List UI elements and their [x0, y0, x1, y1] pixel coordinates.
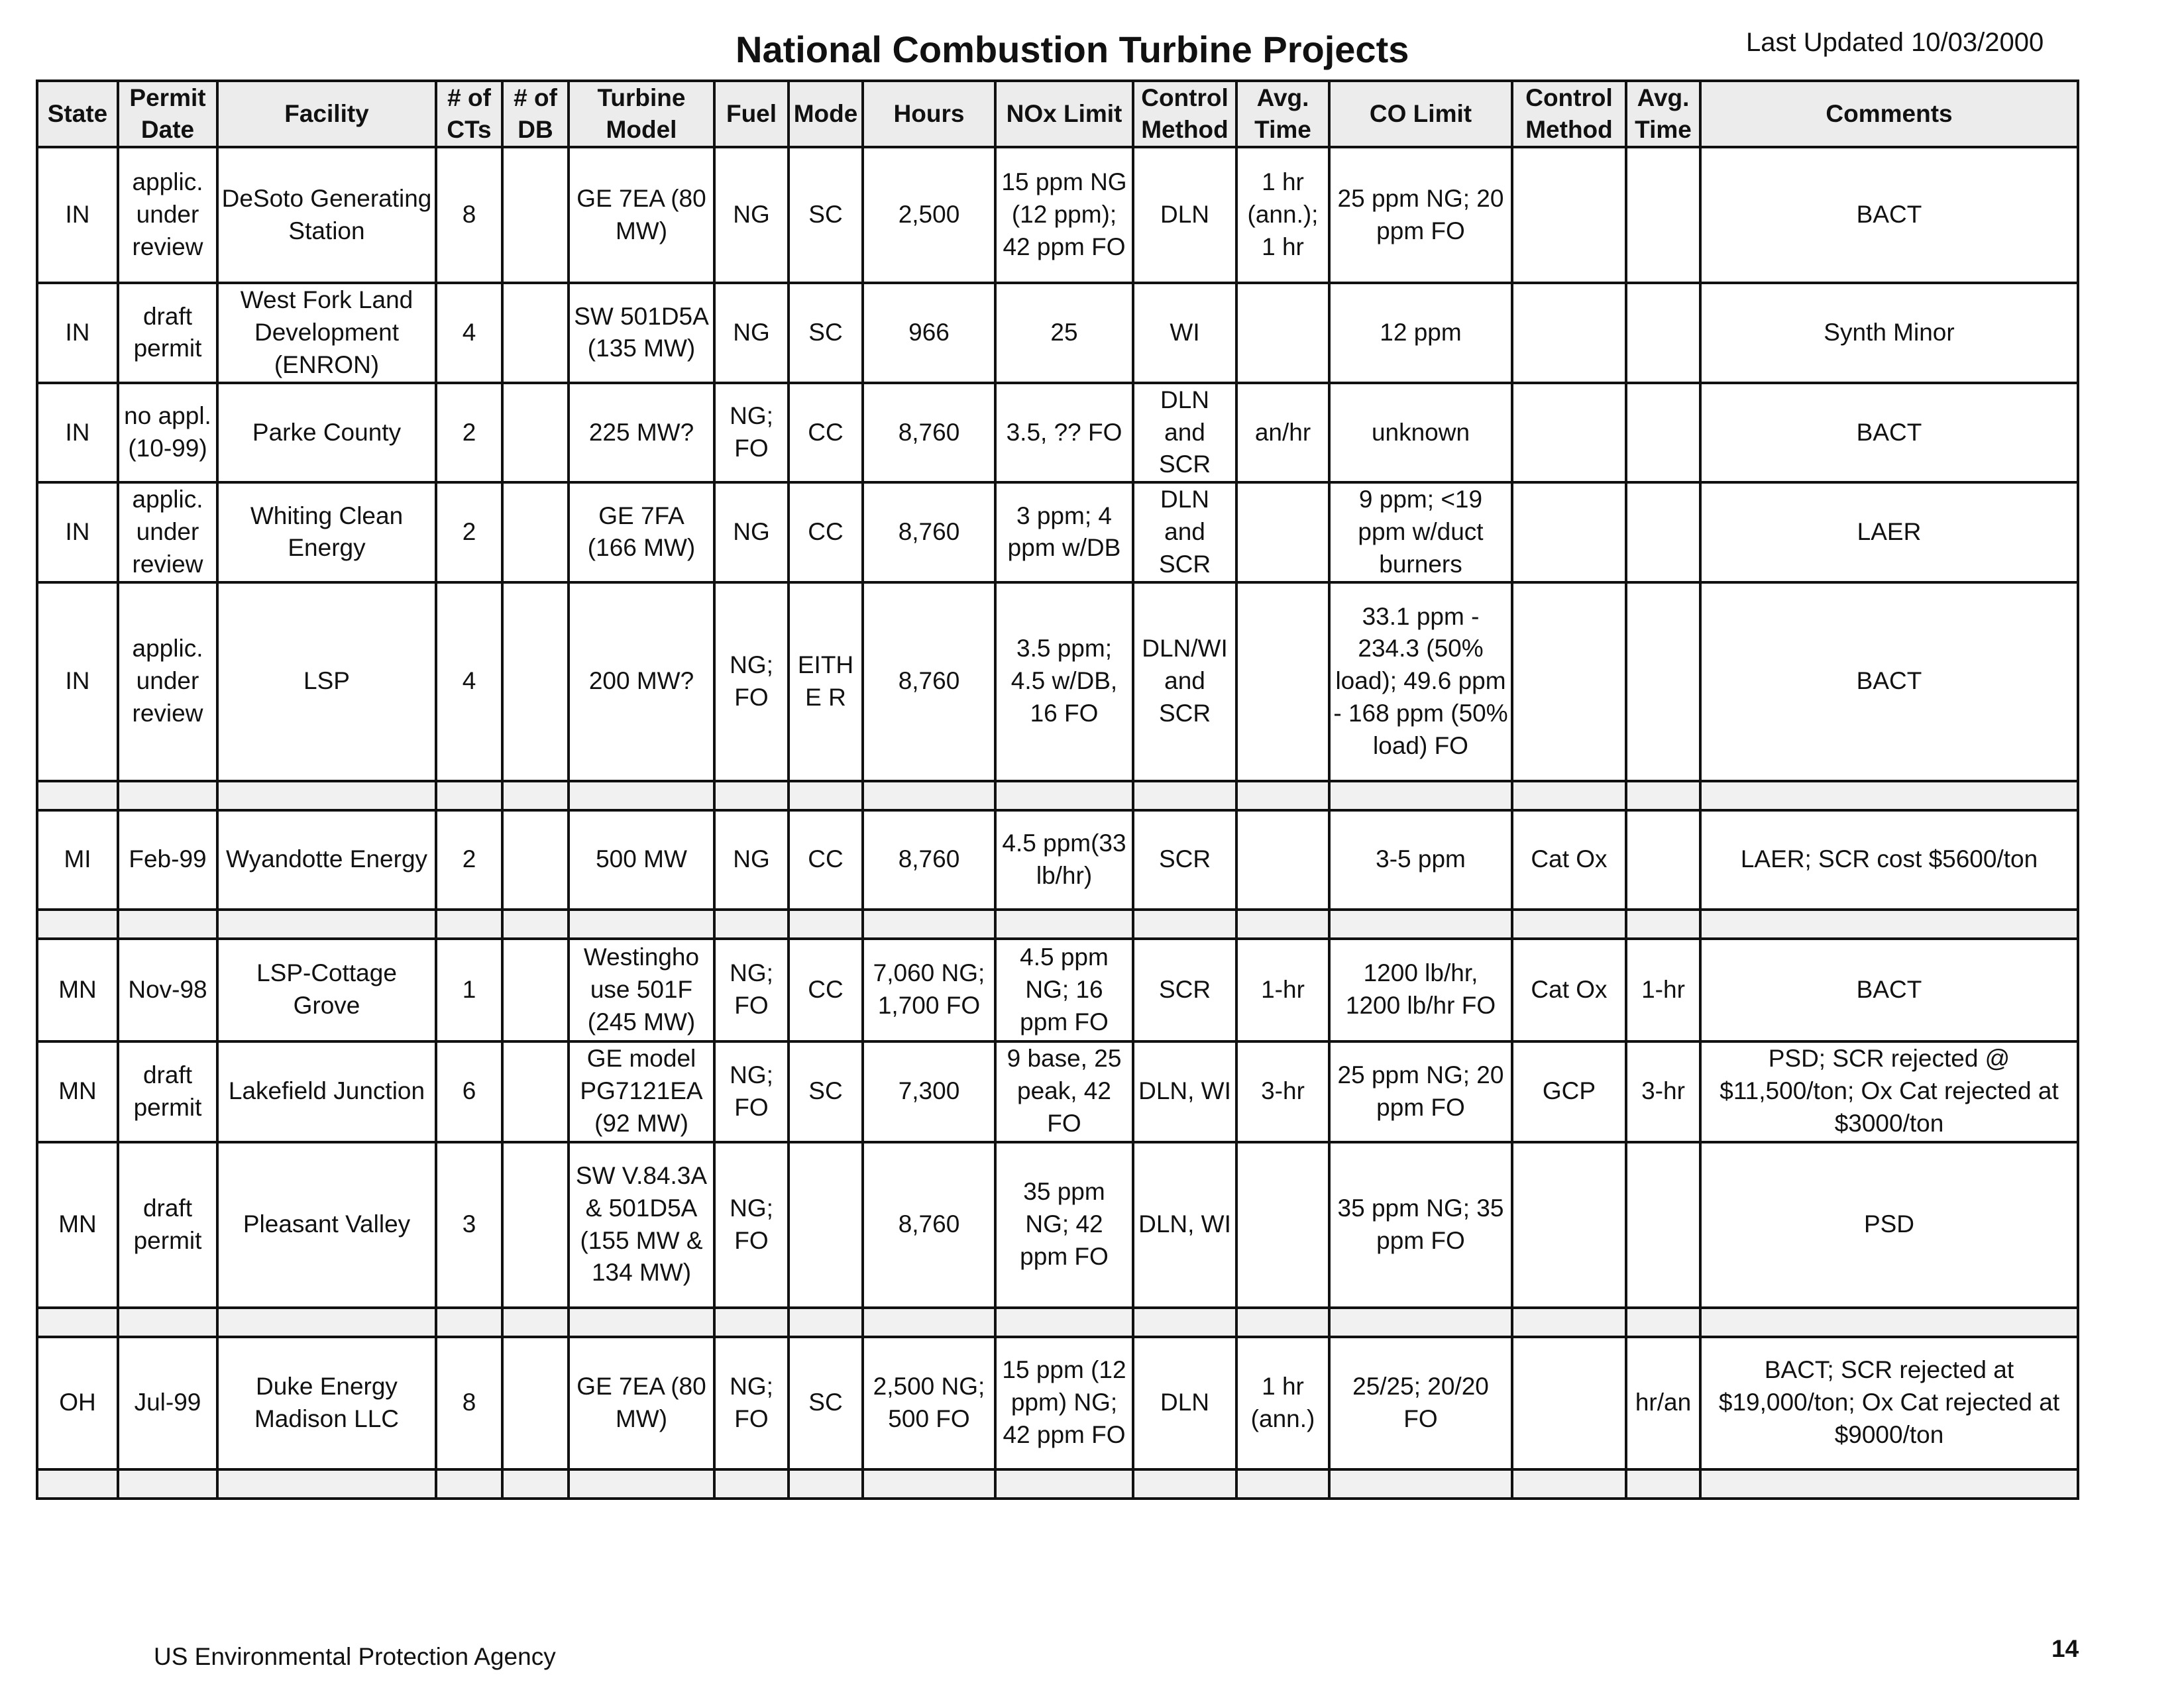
- cell-nox-control-method: SCR: [1133, 810, 1236, 910]
- spacer-cell: [863, 910, 995, 939]
- spacer-cell: [995, 1308, 1133, 1337]
- cell-state: IN: [37, 582, 118, 781]
- cell-turbine-model: GE model PG7121EA (92 MW): [569, 1041, 714, 1142]
- column-header-num-db: # of DB: [502, 81, 569, 147]
- cell-num-cts: 2: [436, 482, 502, 582]
- spacer-cell: [1626, 1308, 1700, 1337]
- cell-comments: LAER: [1700, 482, 2078, 582]
- cell-co-limit: 25 ppm NG; 20 ppm FO: [1329, 1041, 1512, 1142]
- cell-num-db: [502, 939, 569, 1041]
- cell-nox-limit: 4.5 ppm NG; 16 ppm FO: [995, 939, 1133, 1041]
- spacer-cell: [569, 1469, 714, 1499]
- spacer-cell: [789, 1469, 863, 1499]
- cell-nox-control-method: SCR: [1133, 939, 1236, 1041]
- cell-mode: SC: [789, 147, 863, 283]
- cell-comments: LAER; SCR cost $5600/ton: [1700, 810, 2078, 910]
- spacer-cell: [436, 1469, 502, 1499]
- cell-num-cts: 4: [436, 283, 502, 382]
- cell-co-control-method: [1512, 582, 1626, 781]
- spacer-row: [37, 910, 2078, 939]
- cell-num-cts: 8: [436, 1337, 502, 1469]
- cell-facility: Pleasant Valley: [217, 1142, 436, 1308]
- spacer-cell: [1626, 910, 1700, 939]
- projects-table: [36, 80, 2079, 1500]
- cell-hours: 8,760: [863, 582, 995, 781]
- cell-nox-control-method: DLN and SCR: [1133, 482, 1236, 582]
- cell-co-avg-time: [1626, 582, 1700, 781]
- cell-fuel: NG; FO: [714, 582, 789, 781]
- cell-comments: BACT: [1700, 939, 2078, 1041]
- cell-num-cts: 4: [436, 582, 502, 781]
- cell-fuel: NG: [714, 482, 789, 582]
- column-header-co-control-method: Control Method: [1512, 81, 1626, 147]
- spacer-cell: [789, 1308, 863, 1337]
- cell-num-cts: 8: [436, 147, 502, 283]
- cell-state: OH: [37, 1337, 118, 1469]
- cell-comments: PSD; SCR rejected @ $11,500/ton; Ox Cat rejected at $3000/ton: [1700, 1041, 2078, 1142]
- spacer-cell: [502, 910, 569, 939]
- table-row: [37, 810, 2078, 910]
- cell-co-limit: 25 ppm NG; 20 ppm FO: [1329, 147, 1512, 283]
- spacer-cell: [436, 910, 502, 939]
- cell-facility: DeSoto Generating Station: [217, 147, 436, 283]
- spacer-cell: [569, 910, 714, 939]
- cell-comments: Synth Minor: [1700, 283, 2078, 382]
- cell-num-db: [502, 1142, 569, 1308]
- cell-nox-control-method: DLN and SCR: [1133, 383, 1236, 482]
- cell-num-cts: 3: [436, 1142, 502, 1308]
- spacer-cell: [569, 1308, 714, 1337]
- cell-turbine-model: GE 7FA (166 MW): [569, 482, 714, 582]
- cell-hours: 2,500 NG; 500 FO: [863, 1337, 995, 1469]
- spacer-cell: [1700, 781, 2078, 810]
- column-header-co-limit: CO Limit: [1329, 81, 1512, 147]
- cell-nox-control-method: DLN: [1133, 147, 1236, 283]
- cell-facility: Parke County: [217, 383, 436, 482]
- cell-hours: 8,760: [863, 383, 995, 482]
- cell-nox-avg-time: 1 hr (ann.): [1236, 1337, 1329, 1469]
- cell-facility: Lakefield Junction: [217, 1041, 436, 1142]
- cell-co-control-method: [1512, 283, 1626, 382]
- spacer-cell: [502, 1308, 569, 1337]
- cell-co-avg-time: [1626, 482, 1700, 582]
- cell-nox-avg-time: [1236, 482, 1329, 582]
- cell-co-avg-time: [1626, 147, 1700, 283]
- cell-fuel: NG; FO: [714, 1337, 789, 1469]
- table-row: [37, 1142, 2078, 1308]
- cell-nox-limit: 15 ppm (12 ppm) NG; 42 ppm FO: [995, 1337, 1133, 1469]
- cell-nox-limit: 4.5 ppm(33 lb/hr): [995, 810, 1133, 910]
- cell-num-db: [502, 383, 569, 482]
- cell-hours: 7,300: [863, 1041, 995, 1142]
- table-row: [37, 1337, 2078, 1469]
- column-header-nox-limit: NOx Limit: [995, 81, 1133, 147]
- cell-mode: SC: [789, 1337, 863, 1469]
- cell-nox-control-method: DLN, WI: [1133, 1041, 1236, 1142]
- spacer-cell: [1329, 781, 1512, 810]
- column-header-facility: Facility: [217, 81, 436, 147]
- spacer-cell: [118, 781, 217, 810]
- spacer-cell: [789, 781, 863, 810]
- spacer-cell: [1133, 1308, 1236, 1337]
- cell-permit-date: applic. under review: [118, 147, 217, 283]
- cell-permit-date: Feb-99: [118, 810, 217, 910]
- column-header-hours: Hours: [863, 81, 995, 147]
- cell-nox-limit: 9 base, 25 peak, 42 FO: [995, 1041, 1133, 1142]
- cell-mode: CC: [789, 939, 863, 1041]
- table-row: [37, 482, 2078, 582]
- cell-permit-date: applic. under review: [118, 582, 217, 781]
- spacer-cell: [1512, 910, 1626, 939]
- header-row: [37, 81, 2078, 147]
- cell-permit-date: draft permit: [118, 1142, 217, 1308]
- cell-nox-avg-time: 3-hr: [1236, 1041, 1329, 1142]
- cell-num-db: [502, 482, 569, 582]
- spacer-cell: [863, 1308, 995, 1337]
- table-row: [37, 283, 2078, 382]
- spacer-cell: [1236, 781, 1329, 810]
- cell-co-limit: 35 ppm NG; 35 ppm FO: [1329, 1142, 1512, 1308]
- spacer-cell: [714, 781, 789, 810]
- spacer-cell: [436, 781, 502, 810]
- cell-co-limit: 33.1 ppm - 234.3 (50% load); 49.6 ppm - 168 ppm (50% load) FO: [1329, 582, 1512, 781]
- cell-fuel: NG; FO: [714, 383, 789, 482]
- cell-num-db: [502, 810, 569, 910]
- spacer-cell: [1133, 781, 1236, 810]
- cell-nox-limit: 3 ppm; 4 ppm w/DB: [995, 482, 1133, 582]
- cell-state: MN: [37, 1041, 118, 1142]
- table-row: [37, 383, 2078, 482]
- cell-nox-limit: 25: [995, 283, 1133, 382]
- column-header-permit-date: Permit Date: [118, 81, 217, 147]
- spacer-cell: [1700, 910, 2078, 939]
- cell-co-avg-time: [1626, 383, 1700, 482]
- cell-co-avg-time: 3-hr: [1626, 1041, 1700, 1142]
- cell-co-avg-time: 1-hr: [1626, 939, 1700, 1041]
- cell-state: IN: [37, 383, 118, 482]
- cell-fuel: NG: [714, 147, 789, 283]
- cell-hours: 2,500: [863, 147, 995, 283]
- cell-mode: EITHE R: [789, 582, 863, 781]
- spacer-cell: [37, 910, 118, 939]
- spacer-cell: [1700, 1308, 2078, 1337]
- cell-mode: CC: [789, 383, 863, 482]
- cell-permit-date: applic. under review: [118, 482, 217, 582]
- spacer-cell: [502, 1469, 569, 1499]
- cell-co-control-method: Cat Ox: [1512, 939, 1626, 1041]
- cell-nox-limit: 3.5 ppm; 4.5 w/DB, 16 FO: [995, 582, 1133, 781]
- spacer-cell: [502, 781, 569, 810]
- cell-co-control-method: [1512, 383, 1626, 482]
- cell-fuel: NG; FO: [714, 939, 789, 1041]
- spacer-cell: [863, 1469, 995, 1499]
- cell-num-db: [502, 147, 569, 283]
- cell-co-avg-time: [1626, 1142, 1700, 1308]
- cell-comments: PSD: [1700, 1142, 2078, 1308]
- cell-co-avg-time: [1626, 283, 1700, 382]
- cell-fuel: NG; FO: [714, 1041, 789, 1142]
- cell-nox-avg-time: [1236, 810, 1329, 910]
- cell-permit-date: no appl. (10-99): [118, 383, 217, 482]
- cell-co-limit: 25/25; 20/20 FO: [1329, 1337, 1512, 1469]
- cell-nox-control-method: DLN, WI: [1133, 1142, 1236, 1308]
- spacer-cell: [37, 781, 118, 810]
- cell-nox-avg-time: 1-hr: [1236, 939, 1329, 1041]
- page-number: 14: [2051, 1635, 2079, 1662]
- cell-permit-date: draft permit: [118, 1041, 217, 1142]
- spacer-cell: [1236, 910, 1329, 939]
- column-header-nox-avg-time: Avg. Time: [1236, 81, 1329, 147]
- column-header-state: State: [37, 81, 118, 147]
- cell-state: MN: [37, 1142, 118, 1308]
- table-row: [37, 939, 2078, 1041]
- cell-facility: LSP: [217, 582, 436, 781]
- cell-fuel: NG: [714, 283, 789, 382]
- table-row: [37, 147, 2078, 283]
- cell-co-limit: 12 ppm: [1329, 283, 1512, 382]
- cell-nox-limit: 15 ppm NG (12 ppm); 42 ppm FO: [995, 147, 1133, 283]
- spacer-cell: [1236, 1308, 1329, 1337]
- cell-co-limit: 3-5 ppm: [1329, 810, 1512, 910]
- spacer-row: [37, 1469, 2078, 1499]
- cell-turbine-model: 500 MW: [569, 810, 714, 910]
- cell-mode: [789, 1142, 863, 1308]
- spacer-cell: [714, 910, 789, 939]
- cell-co-control-method: [1512, 1142, 1626, 1308]
- cell-facility: Duke Energy Madison LLC: [217, 1337, 436, 1469]
- cell-state: IN: [37, 147, 118, 283]
- cell-comments: BACT: [1700, 582, 2078, 781]
- cell-co-control-method: Cat Ox: [1512, 810, 1626, 910]
- cell-facility: Wyandotte Energy: [217, 810, 436, 910]
- spacer-cell: [37, 1308, 118, 1337]
- spacer-cell: [995, 1469, 1133, 1499]
- spacer-cell: [1133, 910, 1236, 939]
- spacer-cell: [1512, 1308, 1626, 1337]
- cell-facility: West Fork Land Development (ENRON): [217, 283, 436, 382]
- cell-nox-avg-time: [1236, 582, 1329, 781]
- cell-mode: CC: [789, 482, 863, 582]
- cell-turbine-model: GE 7EA (80 MW): [569, 1337, 714, 1469]
- cell-co-avg-time: hr/an: [1626, 1337, 1700, 1469]
- cell-permit-date: draft permit: [118, 283, 217, 382]
- cell-co-control-method: [1512, 482, 1626, 582]
- cell-num-cts: 1: [436, 939, 502, 1041]
- page-title: National Combustion Turbine Projects: [736, 28, 1409, 70]
- cell-fuel: NG: [714, 810, 789, 910]
- spacer-cell: [1700, 1469, 2078, 1499]
- cell-facility: LSP-Cottage Grove: [217, 939, 436, 1041]
- spacer-cell: [789, 910, 863, 939]
- spacer-cell: [1512, 1469, 1626, 1499]
- spacer-cell: [37, 1469, 118, 1499]
- cell-turbine-model: SW V.84.3A & 501D5A (155 MW & 134 MW): [569, 1142, 714, 1308]
- spacer-cell: [1626, 781, 1700, 810]
- spacer-cell: [863, 781, 995, 810]
- column-header-fuel: Fuel: [714, 81, 789, 147]
- table-row: [37, 1041, 2078, 1142]
- last-updated-date: Last Updated 10/03/2000: [1746, 28, 2044, 57]
- spacer-cell: [1329, 1469, 1512, 1499]
- spacer-row: [37, 1308, 2078, 1337]
- cell-turbine-model: 200 MW?: [569, 582, 714, 781]
- cell-turbine-model: Westingho use 501F (245 MW): [569, 939, 714, 1041]
- cell-hours: 8,760: [863, 810, 995, 910]
- cell-state: MI: [37, 810, 118, 910]
- spacer-cell: [118, 1308, 217, 1337]
- cell-turbine-model: GE 7EA (80 MW): [569, 147, 714, 283]
- cell-state: MN: [37, 939, 118, 1041]
- column-header-co-avg-time: Avg. Time: [1626, 81, 1700, 147]
- cell-num-cts: 2: [436, 383, 502, 482]
- spacer-cell: [217, 781, 436, 810]
- cell-co-control-method: [1512, 147, 1626, 283]
- cell-mode: SC: [789, 1041, 863, 1142]
- cell-comments: BACT: [1700, 383, 2078, 482]
- table-row: [37, 582, 2078, 781]
- cell-nox-avg-time: 1 hr (ann.); 1 hr: [1236, 147, 1329, 283]
- cell-num-db: [502, 1041, 569, 1142]
- cell-hours: 8,760: [863, 1142, 995, 1308]
- cell-nox-avg-time: [1236, 283, 1329, 382]
- cell-comments: BACT; SCR rejected at $19,000/ton; Ox Cat rejected at $9000/ton: [1700, 1337, 2078, 1469]
- cell-num-db: [502, 283, 569, 382]
- column-header-turbine-model: Turbine Model: [569, 81, 714, 147]
- spacer-cell: [569, 781, 714, 810]
- cell-num-db: [502, 1337, 569, 1469]
- spacer-cell: [1512, 781, 1626, 810]
- cell-state: IN: [37, 482, 118, 582]
- cell-co-avg-time: [1626, 810, 1700, 910]
- cell-turbine-model: 225 MW?: [569, 383, 714, 482]
- cell-facility: Whiting Clean Energy: [217, 482, 436, 582]
- cell-num-cts: 2: [436, 810, 502, 910]
- column-header-nox-control-method: Control Method: [1133, 81, 1236, 147]
- spacer-cell: [217, 1308, 436, 1337]
- cell-nox-limit: 3.5, ?? FO: [995, 383, 1133, 482]
- spacer-cell: [217, 1469, 436, 1499]
- cell-num-db: [502, 582, 569, 781]
- cell-permit-date: Jul-99: [118, 1337, 217, 1469]
- cell-num-cts: 6: [436, 1041, 502, 1142]
- footer-agency: US Environmental Protection Agency: [154, 1643, 556, 1670]
- cell-turbine-model: SW 501D5A (135 MW): [569, 283, 714, 382]
- cell-mode: SC: [789, 283, 863, 382]
- spacer-cell: [118, 1469, 217, 1499]
- cell-nox-avg-time: [1236, 1142, 1329, 1308]
- spacer-cell: [714, 1308, 789, 1337]
- cell-state: IN: [37, 283, 118, 382]
- spacer-cell: [1236, 1469, 1329, 1499]
- cell-co-control-method: GCP: [1512, 1041, 1626, 1142]
- cell-mode: CC: [789, 810, 863, 910]
- cell-co-control-method: [1512, 1337, 1626, 1469]
- spacer-cell: [1133, 1469, 1236, 1499]
- column-header-num-cts: # of CTs: [436, 81, 502, 147]
- cell-nox-avg-time: an/hr: [1236, 383, 1329, 482]
- cell-comments: BACT: [1700, 147, 2078, 283]
- spacer-row: [37, 781, 2078, 810]
- cell-permit-date: Nov-98: [118, 939, 217, 1041]
- cell-nox-control-method: WI: [1133, 283, 1236, 382]
- cell-hours: 8,760: [863, 482, 995, 582]
- spacer-cell: [1329, 910, 1512, 939]
- spacer-cell: [995, 910, 1133, 939]
- spacer-cell: [1626, 1469, 1700, 1499]
- cell-nox-limit: 35 ppm NG; 42 ppm FO: [995, 1142, 1133, 1308]
- column-header-mode: Mode: [789, 81, 863, 147]
- column-header-comments: Comments: [1700, 81, 2078, 147]
- cell-hours: 966: [863, 283, 995, 382]
- spacer-cell: [714, 1469, 789, 1499]
- spacer-cell: [995, 781, 1133, 810]
- cell-nox-control-method: DLN: [1133, 1337, 1236, 1469]
- spacer-cell: [118, 910, 217, 939]
- cell-fuel: NG; FO: [714, 1142, 789, 1308]
- cell-nox-control-method: DLN/WI and SCR: [1133, 582, 1236, 781]
- cell-co-limit: unknown: [1329, 383, 1512, 482]
- cell-co-limit: 9 ppm; <19 ppm w/duct burners: [1329, 482, 1512, 582]
- spacer-cell: [217, 910, 436, 939]
- cell-hours: 7,060 NG; 1,700 FO: [863, 939, 995, 1041]
- spacer-cell: [1329, 1308, 1512, 1337]
- spacer-cell: [436, 1308, 502, 1337]
- cell-co-limit: 1200 lb/hr, 1200 lb/hr FO: [1329, 939, 1512, 1041]
